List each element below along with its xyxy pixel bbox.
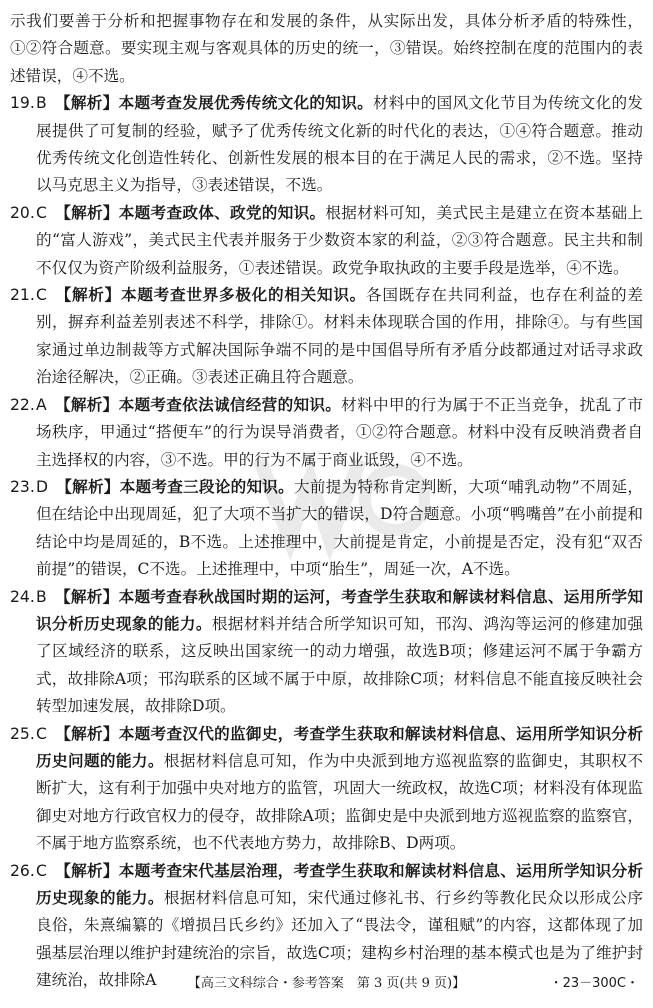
analysis-text: 大前提为特称肯定判断，大项“哺乳动物”不周延，但在结论中出现周延，犯了大项不当扩大的错误，D符合题意。小项“鸭嘴兽”在小前提和结论中均是周延的，B不选。上述推理中，大前提是肯定，小前提是否定，没有犯“双否前提”的错误，C不选。上述推理中，中项“胎生”，周延一次，A不选。 [36, 477, 643, 579]
answer-choice: B [36, 94, 47, 113]
analysis-lead: 本题考查三段论的知识。 [119, 477, 294, 496]
analysis-tag: 【解析】 [54, 861, 119, 880]
answer-item [10, 90, 643, 200]
continuation-paragraph: 示我们要善于分析和把握事物存在和发展的条件，从实际出发，具体分析矛盾的特殊性，①②符合题意。要实现主观与客观具体的历史的统一，③错误。始终控制在度的范围内的表述错误，④不选。 [10, 12, 643, 85]
page-footer [0, 968, 653, 998]
answer-choice: B [36, 587, 47, 606]
analysis-lead: 本题考查汉代的监御史，考查学生获取和解读材料信息、运用所学知识分析历史问题的能力。 [36, 724, 643, 770]
answer-list [10, 90, 643, 994]
answer-choice: C [36, 286, 47, 305]
answer-explanation [36, 584, 643, 721]
answer-item [10, 392, 643, 474]
analysis-text: 材料中的国风文化节目为传统文化的发展提供了可复制的经验，赋予了优秀传统文化新的时代化的表达，①④符合题意。推动优秀传统文化创造性转化、创新性发展的根本目的在于满足人民的需求，②不选。坚持以马克思主义为指导，③表述错误，不选。 [36, 94, 643, 195]
answer-explanation [36, 282, 643, 392]
analysis-text: 材料中甲的行为属于不正当竞争，扰乱了市场秩序，甲通过“搭便车”的行为误导消费者，①②符合题意。材料中没有反映消费者自主选择权的内容，③不选。甲的行为不属于商业诋毁，④不选。 [36, 395, 643, 469]
analysis-lead: 本题考查依法诚信经营的知识。 [118, 395, 342, 414]
question-number: 21. [10, 286, 35, 305]
answer-choice: D [36, 477, 49, 496]
answer-item [10, 584, 643, 721]
analysis-lead: 本题考查春秋战国时期的运河，考查学生获取和解读材料信息、运用所学知识分析历史现象的能力。 [36, 587, 643, 633]
question-number: 25. [10, 724, 35, 743]
analysis-text: 根据材料并结合所学知识可知，邗沟、鸿沟等运河的修建加强了区域经济的联系，这反映出国家统一的动力增强，故选B项；修建运河不属于争霸方式，故排除A项；邗沟联系的区域不属于中原，故排除C项；材料信息不能直接反映社会转型加速发展，故排除D项。 [36, 614, 643, 716]
answer-page [10, 8, 643, 995]
question-number: 22. [10, 395, 35, 414]
question-number: 20. [10, 203, 35, 222]
answer-explanation [36, 721, 643, 858]
question-number: 26. [10, 861, 35, 880]
answer-item [10, 282, 643, 392]
analysis-tag: 【解析】 [54, 286, 121, 305]
analysis-tag: 【解析】 [54, 203, 119, 222]
analysis-lead: 本题考查世界多极化的相关知识。 [120, 286, 367, 305]
analysis-lead: 本题考查发展优秀传统文化的知识。 [118, 94, 373, 113]
analysis-lead: 本题考查宋代基层治理，考查学生获取和解读材料信息、运用所学知识分析历史现象的能力。 [36, 861, 643, 907]
answer-choice: C [36, 203, 47, 222]
answer-explanation [36, 200, 643, 282]
answer-choice: C [36, 724, 47, 743]
answer-choice: C [36, 861, 47, 880]
analysis-tag: 【解析】 [56, 477, 120, 496]
answer-item [10, 200, 643, 282]
analysis-tag: 【解析】 [54, 587, 119, 606]
answer-explanation [36, 90, 643, 200]
question-number: 19. [10, 94, 35, 113]
analysis-text: 根据材料信息可知，作为中央派到地方巡视监察的监御史，其职权不断扩大，这有利于加强中央对地方的监管，巩固大一统政权，故选C项；材料没有体现监御史对地方行政官权力的侵夺，故排除A项；监御史是中央派到地方巡视监察的监察官，不属于地方监察系统，也不代表地方势力，故排除B、D两项。 [36, 751, 643, 853]
footer-page-info: 【高三文科综合・参考答案 第 3 页(共 9 页)】 [187, 976, 466, 991]
answer-item [10, 474, 643, 584]
footer-paper-code: ・23－300C・ [549, 976, 639, 991]
analysis-tag: 【解析】 [54, 724, 119, 743]
analysis-tag: 【解析】 [54, 395, 119, 414]
answer-choice: A [36, 395, 47, 414]
analysis-lead: 本题考查政体、政党的知识。 [118, 203, 326, 222]
answer-explanation [36, 474, 643, 584]
analysis-text: 根据材料信息可知，宋代通过修礼书、行乡约等教化民众以形成公序良俗，朱熹编纂的《增损吕氏乡约》还加入了“畏法令，谨租赋”的内容，这都体现了加强基层治理以维护封建统治的宗旨，故选C项；建构乡村治理的基本模式也是为了维护封建统治，故排除A [36, 889, 643, 990]
question-number: 23. [10, 477, 35, 496]
answer-item [10, 721, 643, 858]
analysis-tag: 【解析】 [54, 94, 119, 113]
answer-explanation [36, 392, 643, 474]
question-number: 24. [10, 587, 35, 606]
analysis-text: 根据材料可知，美式民主是建立在资本基础上的“富人游戏”，美式民主代表并服务于少数资本家的利益，②③符合题意。民主共和制不仅仅为资产阶级利益服务，①表述错误。政党争取执政的主要手段是选举，④不选。 [36, 203, 643, 277]
analysis-text: 各国既存在共同利益，也存在利益的差别，摒弃利益差别表述不科学，排除①。材料未体现联合国的作用，排除④。与有些国家通过单边制裁等方式解决国际争端不同的是中国倡导所有矛盾分歧都通过对话寻求政治途径解决，②正确。③表述正确且符合题意。 [36, 286, 643, 387]
